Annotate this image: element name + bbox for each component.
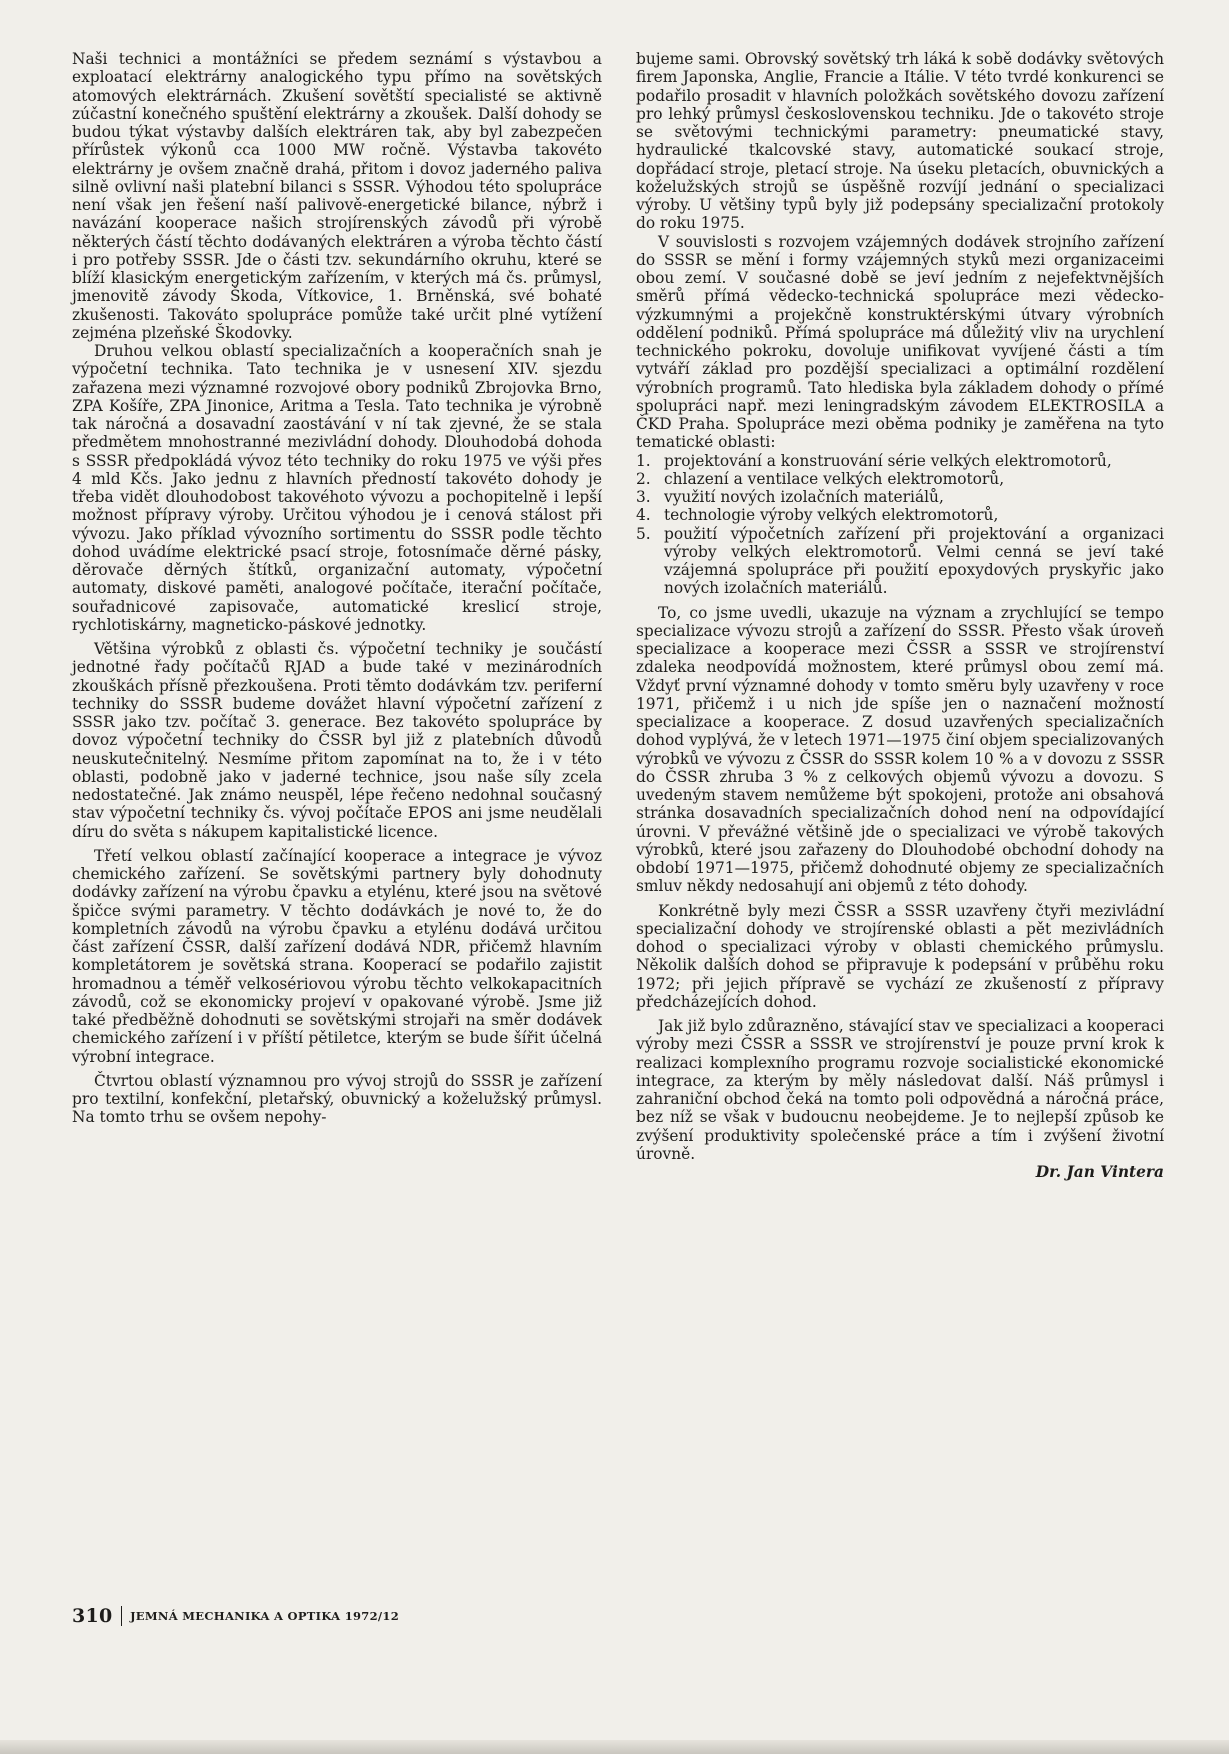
journal-title: JEMNÁ MECHANIKA A OPTIKA 1972/12 <box>130 1609 400 1623</box>
list-item <box>636 525 1164 598</box>
list-item-text: využití nových izolačních materiálů, <box>664 488 944 506</box>
paragraph: Druhou velkou oblastí specializačních a kooperačních snah je výpočetní technika. Tato technika je v usnesení XIV. sjezdu zařazena mezi významné rozvojové obory podniků Zbrojovka Brno, ZPA Košíře, ZPA Jinonice, Aritma a Tesla. Tato technika je výrobně tak náročná a dosavadní zaostávání v ní tak zjevné, že se stala předmětem mnohostranné mezivládní dohody. Dlouhodobá dohoda s SSSR předpokládá vývoz této techniky do roku 1975 ve výši přes 4 mld Kčs. Jako jednu z hlavních předností takovéto dohody je třeba vidět dlouhodobost takovéhoto vývozu a pochopitelně i lepší možnost přípravy výroby. Určitou výhodou je i cenová stálost při vývozu. Jako příklad vývozního sortimentu do SSSR podle těchto dohod uvádíme elektrické psací stroje, fotosnímače děrné pásky, děrovače děrných štítků, organizační automaty, výpočetní automaty, diskové paměti, analogové počítače, iterační počítače, souřadnicové zapisovače, automatické kreslicí stroje, rychlotiskárny, magneticko-páskové jednotky. <box>72 342 602 634</box>
list-item-text: technologie výroby velkých elektromotorů, <box>664 506 999 525</box>
list-item <box>636 506 1164 524</box>
footer-divider <box>121 1606 123 1626</box>
list-item-text: chlazení a ventilace velkých elektromotorů, <box>664 469 1005 488</box>
list-number: 2. <box>636 469 651 488</box>
left-column <box>72 50 602 1127</box>
paragraph: Čtvrtou oblastí významnou pro vývoj strojů do SSSR je zařízení pro textilní, konfekční, pletařský, obuvnický a koželužský průmysl. Na tomto trhu se ovšem nepohy- <box>72 1071 602 1127</box>
paragraph: Třetí velkou oblastí začínající kooperace a integrace je vývoz chemického zařízení. Se sovětskými partnery byly dohodnuty dodávky zařízení na výrobu čpavku a etylénu, které jsou na světové špičce svými parametry. V těchto dodávkách je nové to, že do kompletních závodů na výrobu čpavku a etylénu dodává určitou část zařízení ČSSR, další zařízení dodává NDR, přičemž hlavním kompletátorem je sovětská strana. Kooperací se podařilo zajistit hromadnou a téměř velkosériovou výrobu těchto velkokapacitních závodů, což se ekonomicky projeví v opakované výrobě. Jsme již také předběžně dohodnuti se sovětskými strojaři na směr dodávek chemického zařízení i v příští pětiletce, kterým se bude šířit účelná výrobní integrace. <box>72 846 602 1066</box>
paragraph: Jak již bylo zdůrazněno, stávající stav ve specializaci a kooperaci výroby mezi ČSSR a SSSR ve strojírenství je pouze první krok k realizaci komplexního programu rozvoje socialistické ekonomické integrace, za kterým by měly následovat další. Náš průmysl i zahraniční obchod čeká na tomto poli odpovědná a náročná práce, bez níž se však v budoucnu neobejdeme. Je to nejlepší způsob ke zvýšení produktivity společenské práce a tím i zvýšení životní úrovně. <box>636 1017 1164 1163</box>
list-item-text: použití výpočetních zařízení při projektování a organizaci výroby velkých elektromotorů. Velmi cenná se jeví také vzájemná spolupráce při použití epoxydových pryskyřic jako nových izolačních materiálů. <box>664 524 1164 598</box>
paragraph: bujeme sami. Obrovský sovětský trh láká k sobě dodávky světových firem Japonska, Anglie, Francie a Itálie. V této tvrdé konkurenci se podařilo prosadit v hlavních položkách sovětského dovozu zařízení pro lehký průmysl československou techniku. Jde o takovéto stroje se světovými technickými parametry: pneumatické stavy, hydraulické tkalcovské stavy, automatické soukací stroje, dopřádací stroje, pletací stroje. Na úseku pletacích, obuvnických a koželužských strojů se úspěšně rozvíjí jednání o specializaci výroby. U většiny typů byly již podepsány specializační protokoly do roku 1975. <box>636 50 1164 233</box>
list-number: 5. <box>636 524 651 543</box>
list-item-text: projektování a konstruování série velkých elektromotorů, <box>664 451 1112 470</box>
paragraph: To, co jsme uvedli, ukazuje na význam a zrychlující se tempo specializace vývozu strojů a zařízení do SSSR. Přesto však úroveň specializace a kooperace mezi ČSSR a SSSR ve strojírenství zdaleka neodpovídá možnostem, které průmysl obou zemí má. Vždyť první významné dohody v tomto směru byly uzavřeny v roce 1971, přičemž i u nich jde spíše jen o naznačení možností specializace a kooperace. Z dosud uzavřených specializačních dohod vyplývá, že v letech 1971—1975 činí objem specializovaných výrobků ve vývozu z ČSSR do SSSR kolem 10 % a v dovozu z SSSR do ČSSR zhruba 3 % z celkových objemů vývozu a dovozu. S uvedeným stavem nemůžeme být spokojeni, protože ani obsahová stránka dosavadních specializačních dohod není na odpovídající úrovni. V převážné většině jde o specializaci ve výrobě takových výrobků, které jsou zařazeny do Dlouhodobé obchodní dohody na období 1971—1975, přičemž dohodnuté objemy ze specializačních smluv někdy nedosahují ani objemů z této dohody. <box>636 603 1164 896</box>
list-number: 3. <box>636 488 651 506</box>
list-item <box>636 470 1164 488</box>
page-footer <box>72 1605 399 1627</box>
numbered-list <box>636 452 1164 598</box>
paragraph: V souvislosti s rozvojem vzájemných dodávek strojního zařízení do SSSR se mění i formy vzájemných styků mezi organizaceimi obou zemí. V současné době se jeví jedním z nejefektvnějších směrů přímá vědecko-technická spolupráce mezi vědecko-výzkumnými a projekčně konstruktérskými útvary výrobních oddělení podniků. Přímá spolupráce má důležitý vliv na urychlení technického pokroku, dovoluje unifikovat vyvíjené části a tím vytváří základ pro pozdější specializaci a optimální rozdělení výrobních programů. Tato hlediska byla základem dohody o přímé spolupráci např. mezi leningradským závodem ELEKTROSILA a ČKD Praha. Spolupráce mezi oběma podniky je zaměřena na tyto tematické oblasti: <box>636 232 1164 452</box>
author-signature: Dr. Jan Vintera <box>1035 1163 1164 1181</box>
page-number: 310 <box>72 1605 113 1627</box>
right-column <box>636 50 1164 1181</box>
paragraph: Konkrétně byly mezi ČSSR a SSSR uzavřeny čtyři mezivládní specializační dohody ve strojírenské oblasti a pět mezivládních dohod o specializaci výroby v oblasti chemického průmyslu. Několik dalších dohod se připravuje k podepsání v průběhu roku 1972; při jejich přípravě se vychází ze zkušeností z přípravy předcházejících dohod. <box>636 901 1164 1011</box>
list-item <box>636 452 1164 470</box>
list-item <box>636 488 1164 506</box>
paragraph: Většina výrobků z oblasti čs. výpočetní techniky je součástí jednotné řady počítačů RJAD a bude také v mezinárodních zkouškách přísně přezkoušena. Proti těmto dodávkám tzv. periferní techniky do SSSR budeme dovážet hlavní výpočetní zařízení z SSSR jako tzv. počítač 3. generace. Bez takovéto spolupráce by dovoz výpočetní techniky do ČSSR byl již z platebních důvodů neuskutečnitelný. Nesmíme přitom zapomínat na to, že i v této oblasti, podobně jako v jaderné technice, jsou naše síly zcela nedostatečné. Jak známo neuspěl, lépe řečeno nedohnal současný stav výpočetní techniky čs. vývoj počítače EPOS ani jsme neudělali díru do světa s nákupem kapitalistické licence. <box>72 640 602 841</box>
list-number: 1. <box>636 451 651 470</box>
paragraph: Naši technici a montážníci se předem seznámí s výstavbou a exploatací elektrárny analogického typu přímo na sovětských atomových elektrárnách. Zkušení sovětští specialisté se aktivně zúčastní konečného spuštění elektrárny a zkoušek. Další dohody se budou týkat výstavby dalších elektráren tak, aby byl zabezpečen přírůstek výkonů cca 1000 MW ročně. Výstavba takovéto elektrárny je ovšem značně drahá, přitom i dovoz jaderného paliva silně ovlivní naši platební bilanci s SSSR. Výhodou této spolupráce není však jen řešení naší palivově-energetické bilance, nýbrž i navázání kooperace našich strojírenských závodů při výrobě některých částí těchto dodávaných elektráren a výroba těchto částí i pro potřeby SSSR. Jde o části tzv. sekundárního okruhu, které se blíží klasickým energetickým zařízením, v kterých má čs. průmysl, jmenovitě závody Škoda, Vítkovice, 1. Brněnská, své bohaté zkušenosti. Takováto spolupráce pomůže také určit plné vytížení zejména plzeňské Škodovky. <box>72 50 602 342</box>
list-number: 4. <box>636 506 651 525</box>
page-edge-shadow <box>0 1740 1229 1754</box>
